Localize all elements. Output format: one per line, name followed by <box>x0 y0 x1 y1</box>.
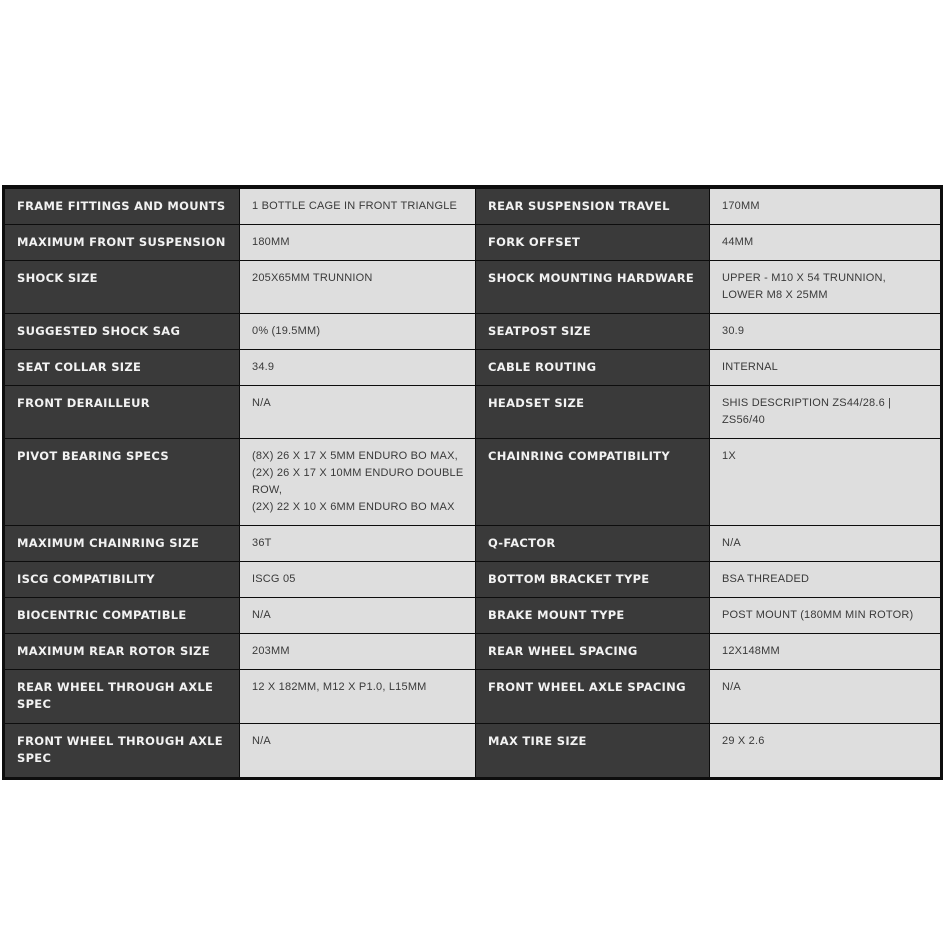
spec-label: SEATPOST SIZE <box>476 314 710 349</box>
spec-label: MAX TIRE SIZE <box>476 724 710 777</box>
spec-value: 180MM <box>240 225 476 260</box>
spec-value: N/A <box>710 670 940 723</box>
spec-value: POST MOUNT (180MM MIN ROTOR) <box>710 598 940 633</box>
table-row <box>5 439 940 526</box>
spec-value: 170MM <box>710 189 940 224</box>
table-row <box>5 526 940 562</box>
spec-label: SUGGESTED SHOCK SAG <box>5 314 240 349</box>
table-row <box>5 670 940 724</box>
spec-value: 1X <box>710 439 940 525</box>
spec-label: MAXIMUM CHAINRING SIZE <box>5 526 240 561</box>
table-row <box>5 634 940 670</box>
table-row <box>5 189 940 225</box>
spec-value: INTERNAL <box>710 350 940 385</box>
table-row <box>5 261 940 314</box>
spec-value: N/A <box>240 598 476 633</box>
spec-label: REAR SUSPENSION TRAVEL <box>476 189 710 224</box>
table-row <box>5 225 940 261</box>
spec-value: N/A <box>710 526 940 561</box>
spec-value: 12X148MM <box>710 634 940 669</box>
spec-value: BSA THREADED <box>710 562 940 597</box>
spec-label: FORK OFFSET <box>476 225 710 260</box>
spec-label: CABLE ROUTING <box>476 350 710 385</box>
spec-value: UPPER - M10 X 54 TRUNNION, LOWER M8 X 25MM <box>710 261 940 313</box>
spec-label: FRONT WHEEL THROUGH AXLE SPEC <box>5 724 240 777</box>
spec-value: 34.9 <box>240 350 476 385</box>
spec-value: N/A <box>240 386 476 438</box>
spec-label: SHOCK SIZE <box>5 261 240 313</box>
spec-label: CHAINRING COMPATIBILITY <box>476 439 710 525</box>
spec-value: 203MM <box>240 634 476 669</box>
spec-value: SHIS DESCRIPTION ZS44/28.6 | ZS56/40 <box>710 386 940 438</box>
spec-label: MAXIMUM REAR ROTOR SIZE <box>5 634 240 669</box>
spec-label: ISCG COMPATIBILITY <box>5 562 240 597</box>
spec-value: N/A <box>240 724 476 777</box>
spec-value: 12 X 182MM, M12 X P1.0, L15MM <box>240 670 476 723</box>
spec-label: SHOCK MOUNTING HARDWARE <box>476 261 710 313</box>
spec-label: FRONT DERAILLEUR <box>5 386 240 438</box>
spec-label: BOTTOM BRACKET TYPE <box>476 562 710 597</box>
table-row <box>5 314 940 350</box>
spec-value: 205X65MM TRUNNION <box>240 261 476 313</box>
spec-label: HEADSET SIZE <box>476 386 710 438</box>
spec-table <box>2 185 943 780</box>
spec-label: FRONT WHEEL AXLE SPACING <box>476 670 710 723</box>
spec-value: 30.9 <box>710 314 940 349</box>
spec-label: FRAME FITTINGS AND MOUNTS <box>5 189 240 224</box>
spec-label: PIVOT BEARING SPECS <box>5 439 240 525</box>
spec-value: 1 BOTTLE CAGE IN FRONT TRIANGLE <box>240 189 476 224</box>
spec-value: 29 X 2.6 <box>710 724 940 777</box>
spec-label: Q-FACTOR <box>476 526 710 561</box>
spec-value: 0% (19.5MM) <box>240 314 476 349</box>
table-row <box>5 350 940 386</box>
table-row <box>5 562 940 598</box>
spec-value: 44MM <box>710 225 940 260</box>
spec-value: (8X) 26 X 17 X 5MM ENDURO BO MAX, (2X) 26 X 17 X 10MM ENDURO DOUBLE ROW, (2X) 22 X 10 X 6MM ENDURO BO MAX <box>240 439 476 525</box>
table-row <box>5 386 940 439</box>
spec-value: ISCG 05 <box>240 562 476 597</box>
spec-label: REAR WHEEL THROUGH AXLE SPEC <box>5 670 240 723</box>
spec-value: 36T <box>240 526 476 561</box>
spec-label: BIOCENTRIC COMPATIBLE <box>5 598 240 633</box>
table-row <box>5 598 940 634</box>
spec-label: REAR WHEEL SPACING <box>476 634 710 669</box>
spec-label: SEAT COLLAR SIZE <box>5 350 240 385</box>
spec-label: MAXIMUM FRONT SUSPENSION <box>5 225 240 260</box>
spec-label: BRAKE MOUNT TYPE <box>476 598 710 633</box>
table-row <box>5 724 940 777</box>
